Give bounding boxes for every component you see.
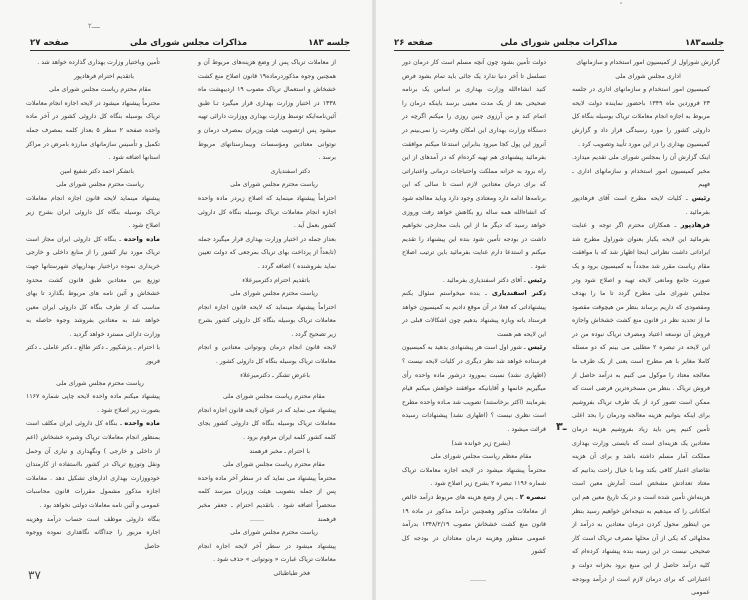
section-heading bbox=[198, 526, 350, 540]
paragraph bbox=[572, 83, 724, 151]
session-label: جلسه ۱۸۳ bbox=[308, 38, 350, 48]
signature-line bbox=[198, 369, 350, 383]
paragraph-text: پیشنهاد میشود در سطر آخر لایحه اجازه انجام معاملات تریاک عبارت « ونوتوانی » حذف شود . bbox=[198, 542, 336, 564]
paragraph bbox=[26, 56, 174, 70]
speaker-name: رئیس bbox=[527, 275, 546, 284]
signature-line bbox=[198, 567, 350, 581]
column-inner bbox=[402, 56, 560, 559]
signature-line bbox=[198, 165, 350, 179]
paragraph bbox=[198, 540, 350, 567]
paragraph bbox=[402, 56, 560, 274]
paragraph bbox=[26, 341, 174, 368]
section-heading bbox=[26, 377, 174, 391]
paragraph-text: بنگاه داروئی موظف است حساب درآمد وهزینه اجاره مزبور را جداگانه نگاهداری نموده ووجوه حاصل bbox=[26, 515, 160, 550]
paragraph-text: با احترام ـ مخبر فرهمند bbox=[249, 447, 310, 455]
running-header-right bbox=[394, 34, 724, 48]
speaker-name: دکتر اسفندیاری bbox=[491, 289, 547, 298]
speaker-name: رئیس bbox=[691, 193, 710, 202]
signature-line bbox=[198, 445, 350, 459]
page-number: صفحه ۲۷ bbox=[30, 38, 69, 48]
paragraph bbox=[402, 341, 560, 436]
section-heading bbox=[572, 56, 724, 83]
page-top-mark: ۲ــــ bbox=[88, 22, 100, 30]
paragraph bbox=[198, 301, 350, 342]
paragraph-text: از معاملات تریاک پس از وضع هزینه‌های مربوط آن و همچنین وجوه مذکوردرماده۱۹ قانون اصلاح منع کشت خشخاش و استعمال تریاک مصوب ۱۹ اردیبهشت ماه ۱۳۳۸ در اختیار وزارت بهداری قرار میگیرد تـا طبق آئین‌نامه‌ایکه توسط وزارت بهداری ووزارت دارائی تهیه میشود پس ازتصویب هیئت وزیران بمصرف درمان و نوتوانی معتادین ومؤسسات وبیمارستانهای مربوط برسد . bbox=[198, 59, 337, 162]
scan-speck bbox=[470, 580, 486, 581]
session-label: جلسه۱۸۳ bbox=[685, 38, 724, 48]
paragraph-text: ـ کلیات لایحه مطرح است آقای فرهادپور بفرمائید . bbox=[572, 194, 710, 216]
paragraph bbox=[402, 464, 560, 491]
paragraph-text: اینک گزارش آن را بمجلس شورای ملی تقدیم میدارد. مخبر کمیسیون امور استخدام و سازمانهای اداری ـ فهیم bbox=[572, 154, 710, 189]
speaker-name: رئیس bbox=[527, 343, 546, 352]
paragraph-text: باتقدیم احترام دکترمیرعلاء bbox=[242, 276, 310, 284]
paragraph-text: ـ بنگاه کل داروئی ایران مکلف است بمنظور انجام معاملات تریاک وشیره خشخاش (اعم از داخلی و خارجی ) ونگهداری و تیاری آن وحمل ونقل وتوزیع تریاک در کشور بااستفاده از کارمندان خودووزارت بهداری ادارهای تشکیل دهد . معاملات اجازه مذکور مشمول مقررات قانون محاسبات عمومی و آئین نامه معاملات دولتی نخواهد بود . bbox=[26, 420, 160, 509]
right-page bbox=[376, 0, 748, 600]
publication-title: مذاکرات مجلس شورای ملی bbox=[500, 38, 618, 48]
column-outer bbox=[198, 56, 350, 581]
paragraph-text: پیشنهاد میکنم ماده واحده لایحه چاپی شماره ۱۱۶۷ بصورت زیر اصلاح شود . bbox=[26, 393, 160, 414]
paragraph-text: ـ همکاران محترم اگر توجه و عنایت بفرمائید این لایحه یکبار بعنوان شوراول مطرح شد ایراداتی داشت نظراتی اینجا اظهار شد که با موافقت مقام ریاست مقرر شد مجدداً به کمیسیون برود و یک صورت جامع ومانعی لایحه تهیه و اصلاح شود ودر مجلس شورای ملی مطرح گردد تا ما را بهدف ومقصودی که داریم برساند بنظر من هیچوقت مقصود ما از تحدید نظر در قانون منع کشت خشخاش واجازه فروش آن توسعه اعتیاد ومصرف تریاک نبوده من در این لایحه در تبصره ۲ مطلبی می بینم که دو مسئله کاملا مغایر با هم مطرح است یعنی از یک طرف ما معالجه معتاد را موکول می کنیم به درآمد حاصل از فروش تریاک . بنظر من مسخره‌ترین فرضی است که ممکن است تصور کرد از یک طرف تریاک بفروشیم برای اینکه بتوانیم هزینه معالجه ودرمان را بحد اعلی تأمین کنیم پس باید زیاد بفروشیم هزینه درمان معتادین یک هزینه‌ای است که بایستی وزارت بهداری مملکت آمار مسلم داشته باشد و برای آن هزینه تقاضای اعتبار کافی بکند وما با خیال راحت بدانیم که معتاد تعدادش مشخص است آمارش معین است هزینه‌اش تأمین شده است و در یک تاریخ معین هم این امکاناتی را که میدهیم به نتیجه‌اش خواهیم رسید بنظر من اینطور محول کردن درمان معتادین به درآمد از محلهائی که یکی از آن محلها مصرف تریاک است کار صحیحی نیست در این زمینه بنده پیشنهاد کرده‌ام که کلیه درآمد حاصل از این منبع برود بخزانه دولت و اعتباراتی که برای درمان لازم است از درآمد وبودجه عمومی bbox=[572, 222, 711, 597]
paragraph-text: باتشکر احمد دکتر شفیع امین bbox=[60, 167, 134, 175]
paragraph-text: بعداز جمله در اختیار وزارت بهداری قرار میگیرد جمله (تابعداً از پرداخت بهای تریاک بمرجعی که دولت تعیین نماید بفروشنده ) اضافه گردد . bbox=[198, 235, 336, 270]
paragraph bbox=[198, 404, 350, 445]
section-heading bbox=[26, 83, 174, 97]
paragraph bbox=[26, 513, 174, 554]
header-rule bbox=[394, 50, 724, 51]
paragraph-text: ـ بنده میخواستم سئوال بکنم پیشنهاداتی که فعلا در آن موقع دادیم به کمیسیون خواهد فرستاد یانه وبازه پیشنهاد بدهیم چون اشکالات قبلی در این لایحه هم هست bbox=[402, 290, 546, 338]
paragraph bbox=[26, 417, 174, 512]
paragraph-text: با احترام ـ پزشکپور ـ دکتر طالع ـ دکتر عاملی ـ دکتر فریور bbox=[26, 344, 160, 366]
paragraph-text: لایحه قانون انجام درمان ونوتوانی معتادین و انجام معاملات تریاک بوسیله بنگاه کل داروئی کشور . bbox=[198, 344, 336, 366]
paragraph bbox=[198, 341, 350, 368]
paragraph bbox=[572, 151, 724, 192]
paragraph-text: ـ پس از وضع هزینه های مربوط درآمد خالص از معاملات مذکور وهمچنین درآمد مذکور در ماده ۱۹ قانون منع کشت خشخاش مصوب ۱۳۴۸/۲/۱۹ بدرآمد عمومی منظور وهزینه درمان معتادان در بودجه کل کشور bbox=[402, 494, 546, 556]
paragraph-text: مقام معظم ریاست مجلس شورای ملی bbox=[430, 453, 532, 461]
paragraph bbox=[198, 56, 350, 165]
paragraph bbox=[572, 219, 724, 600]
clause-label: ماده واحده bbox=[124, 234, 160, 243]
clause-label: تبصره ۲ bbox=[519, 493, 546, 501]
section-heading bbox=[402, 437, 560, 451]
paragraph-text: دکتر اسفندیاری bbox=[270, 167, 310, 175]
paragraph-text: مقام محترم ریاست مجلس شورای ملی bbox=[223, 461, 325, 469]
running-header-left bbox=[30, 34, 350, 48]
paragraph-text: پیشنهاد می نماید که در عنوان لایحه قانون اجازه انجام معاملات تریاک بوسیله بنگاه کل داروئی کشور بجای کلمه کشور کلمه ایران مرقوم برود . bbox=[198, 406, 336, 442]
spacer bbox=[26, 369, 174, 377]
section-heading bbox=[26, 178, 174, 192]
scan-speck bbox=[250, 520, 264, 521]
paragraph bbox=[572, 192, 724, 219]
paragraph-text: (بشرح زیر خوانده شد) bbox=[451, 439, 511, 447]
paragraph-text: پیشنهاد مینماید لایحه قانون اجازه انجام معاملات تریاک بوسیله بنگاه کل داروئی ایران بشرح زیر اصلاح شود . bbox=[26, 194, 160, 230]
paragraph-text: ریاست محترم مجلس شورای ملی bbox=[230, 529, 318, 537]
paragraph-text: ـ بنگاه کل داروئی ایران مجاز است تریاک مورد نیاز کشور را از منابع داخلی و خارجی خریداری نموده دراختیار بهداریهای شهرستانها جهت توزیع بین معتادین طبق قانون کشت محدود خشخاش و آئین نامه های مربوط بگذارد تا بهای مناسب که از طرف بنگاه کل داروئی ایران معین خواهد شد به معتادین بفروشد وجوه حاصله به وزارت دارائی مسترد خواهد گردید . bbox=[26, 235, 160, 338]
paragraph-text: باتقدیم احترام فرهادپور bbox=[73, 72, 134, 80]
paragraph bbox=[198, 192, 350, 233]
spacer bbox=[198, 382, 350, 390]
paragraph-text: ریاست محترم مجلس شورای ملی bbox=[230, 290, 318, 298]
handwritten-folio: ۳۷ bbox=[28, 568, 41, 582]
paragraph-text: محترماً پیشنهاد میشود در لایحه اجازه انجام معاملات تریاک بوسیله بنگاه کل داروئی کشور در آخر ماده واحده صفحه ۲ سطر ۵ بعداز کلمه بمصرف جمله تکمیل و تأسیس سازمانهای مبارزه بامرض در مراکز استانها اضافه شود . bbox=[26, 99, 160, 162]
paragraph-text: تأمین وباختیار وزارت بهداری گذارده خواهد شد . bbox=[37, 59, 160, 66]
paragraph-text: باعرض تشکر ـ دکترمیرعلاء bbox=[240, 371, 310, 379]
left-page bbox=[0, 0, 372, 600]
paragraph-text: مقام محترم ریاست مجلس شورای ملی bbox=[223, 393, 325, 401]
paragraph bbox=[402, 287, 560, 341]
signature-line bbox=[26, 165, 174, 179]
paragraph-text: ریاست محترم مجلس شورای ملی bbox=[56, 379, 144, 387]
section-heading bbox=[198, 287, 350, 301]
paragraph-text: احتراماً پیشنهاد مینماید که اصلاح زیردر ماده واحده اجازه انجام معاملات تریاک بوسیله بنگاه کل داروئی کشور بعمل آید . bbox=[198, 194, 336, 230]
paragraph-text: ـ آقای دکتر اسفندیاری بفرمائید . bbox=[442, 276, 528, 284]
page-number: صفحه ۲۶ bbox=[394, 38, 433, 48]
paragraph bbox=[26, 97, 174, 165]
section-heading bbox=[402, 450, 560, 464]
clause-label: ماده واحده bbox=[124, 419, 160, 428]
paragraph bbox=[402, 274, 560, 288]
paragraph bbox=[198, 233, 350, 274]
paragraph bbox=[402, 491, 560, 559]
handwritten-margin-mark: ۳ـ bbox=[556, 420, 567, 433]
paragraph-text: دولت تأمین بشود چون آنچه مسلم است کار درمان دور تسلسل تا آخر دنیا ندارد یک جائی باید تمام بشود فرض کنید انشاءالله وزارت بهداری بر اساس یک برنامه صحیحی بعد از یک مدت معینی برسد باینکه درمان را اتمام کند و من آرزوی چنین روزی را میکنم اگرچه در دستگاه وزارت بهداری این امکان وقدرت را نمی‌بینم در آنروز این پول کجا میرود بنابراین استدعا میکنم موافقت بفرمائید پیشنهادی هم تهیه کرده‌ام که در آمدهای از این راه برود به خزانه مملکت واحتیاجات درمانی واعتباراتی که برای درمان معتادین لازم است تا سالی که این برنامه‌ها ادامه دارد ومعتادی وجود دارد وباید معالجه شود که انشاءالله همه ساله رو بکاهش خواهد رفت وروزی خواهد رسید که دیگر ما از این بابت محارجی نخواهیم داشت در بودجه تأمین شود بنده این پیشنهاد را تقدیم میکنم و استدعا دارم عنایت بفرمائید باین ترتیب اصلاح شود . bbox=[402, 59, 546, 270]
speaker-name: فرهادپور bbox=[680, 221, 710, 230]
paragraph-text: محترماً پیشنهاد می نماید که در سطر آخر ماده واحده پس از جمله بتصویب هیئت وزیران میرسد کلمه منحصراً اضافه شود . باتقدیم احترام ـ جعفر مخبر فرهمند bbox=[198, 474, 336, 523]
section-heading bbox=[198, 390, 350, 404]
paragraph bbox=[26, 233, 174, 342]
header-rule bbox=[30, 50, 350, 51]
paragraph-text: مقام محترم ریاست مجلس شورای ملی bbox=[49, 86, 151, 94]
paragraph bbox=[26, 192, 174, 233]
paragraph-text: احتراماً پیشنهاد مینماید که لایحه قانون اجازه انجام معاملات تریاک بوسیله بنگاه کل داروئی کشور بشرح زیر تصحیح گردد . bbox=[198, 303, 336, 338]
column-inner bbox=[26, 56, 174, 553]
signature-line bbox=[26, 70, 174, 84]
paragraph bbox=[26, 390, 174, 417]
paragraph-text: گزارش شوراول از کمیسیون امور استخدام و سازمانهای اداری مجلس شورای ملی bbox=[576, 59, 720, 80]
paragraph-text: ـ شور اول است هر پیشنهادی بدهید به کمیسیون فرستاده خواهد شد نظر دیگری در کلیات لایحه نیست ؟ (اظهاری نشد) نسبت بمورود درشور ماده واحده رأی میگیریم خانمها و آقایانیکه موافقند خواهش میکنم قیام بفرمایند (اکثر برخاستند) تصویب شد مـاده واحده مطرح است نظری نیست ؟ (اظهاری نشد) پیشنهادات رسیده قرائت میشود . bbox=[402, 344, 546, 434]
paragraph bbox=[198, 472, 350, 526]
paragraph-text: کمیسیون امور استخدام و سازمانهای اداری در جلسه ۲۳ فروردین ماه ۱۳۴۹ باحضور نماینده دولت لایحه مربوط به اجازه انجام معاملات تریاک بوسیله بنگاه کل داروئی کشور را مورد رسیدگی قرار داد و گزارش کمیسیون بهداری را در این مورد تأیید وتصویب کرد . bbox=[572, 86, 710, 148]
paragraph-text: محترماً پیشنهاد میشود در لایحه اجازه معاملات تریاک شماره ۱۱۹۶ تبصره ۲ بشرح زیر اصلاح شود . bbox=[402, 466, 546, 488]
paragraph-text: ریاست محترم مجلس شورای ملی bbox=[56, 181, 144, 189]
paragraph-text: فخر طباطبائی bbox=[273, 569, 310, 577]
signature-line bbox=[198, 274, 350, 288]
paragraph-text: ریاست محترم مجلس شورای ملی bbox=[230, 181, 318, 189]
scan-speck bbox=[620, 2, 622, 4]
publication-title: مذاکرات مجلس شورای ملی bbox=[129, 38, 248, 48]
column-outer bbox=[572, 56, 724, 600]
section-heading bbox=[198, 458, 350, 472]
section-heading bbox=[198, 178, 350, 192]
